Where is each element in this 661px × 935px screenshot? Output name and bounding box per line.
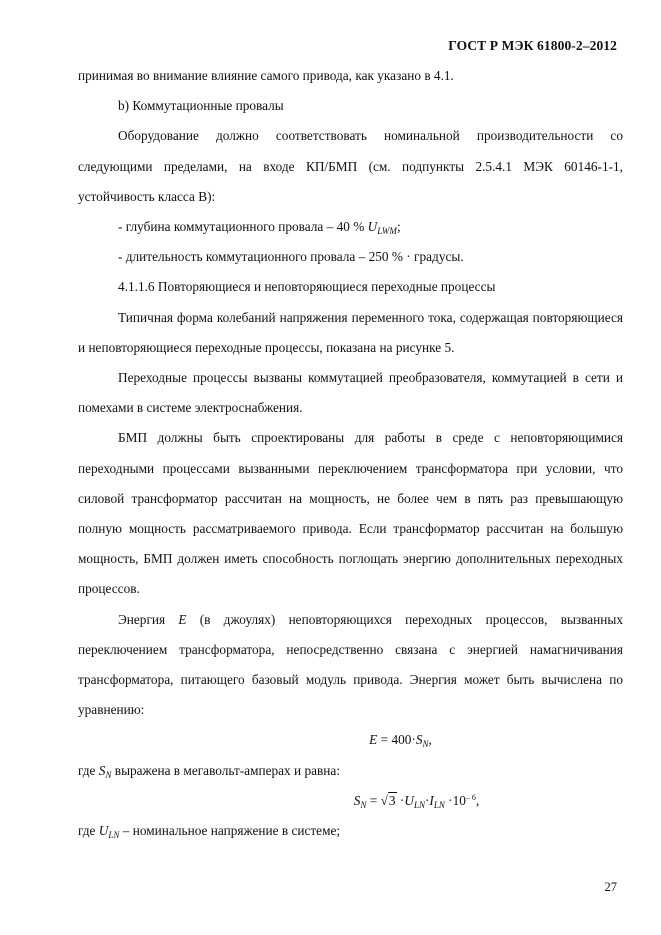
math-subscript: N: [360, 799, 367, 810]
formula-energy: [78, 725, 623, 755]
math-punct: ,: [475, 792, 480, 808]
math-exponent: – 6: [465, 792, 476, 802]
math-symbol: U: [367, 219, 378, 235]
section-heading: 4.1.1.6 Повторяющиеся и неповторяющиеся переходные процессы: [118, 279, 496, 295]
math-symbol: I: [429, 792, 434, 808]
standard-header: ГОСТ Р МЭК 61800-2–2012: [448, 38, 617, 53]
math-operator: =: [366, 792, 381, 808]
paragraph-text: где: [78, 823, 99, 839]
math-symbol: E: [369, 732, 378, 748]
sqrt-argument: 3: [388, 792, 396, 808]
paragraph-text: (в джоулях) неповторяющихся переходных процессов, вызванных переключением трансформатора, непосредственно связана с энергией намагничивания трансформатора, питающего базовый модуль привода. Энергия может быть вычислена по уравнению:: [78, 611, 623, 718]
math-symbol: E: [178, 611, 187, 627]
list-item-end: ;: [396, 219, 401, 235]
math-subscript: LN: [108, 830, 120, 841]
math-symbol: U: [98, 823, 109, 839]
math-operator: ·: [396, 792, 405, 808]
formula-power: [78, 786, 623, 816]
paragraph: БМП должны быть спроектированы для работы в среде с неповторяющимися переходными процессами вызванными переключением трансформатора при условии, что силовой трансформатор рассчитан на мощность, не более чем в пять раз превышающую полную мощность рассматриваемого привода. Если трансформатор рассчитан на большую мощность, БМП должен иметь способность поглощать энергию дополнительных переходных процессов.: [78, 430, 623, 597]
list-heading: b) Коммутационные провалы: [118, 98, 284, 114]
paragraph: Типичная форма колебаний напряжения переменного тока, содержащая повторяющиеся и неповторяющиеся переходные процессы, показана на рисунке 5.: [78, 309, 623, 355]
math-subscript: LN: [413, 799, 425, 810]
math-symbol: S: [98, 762, 106, 778]
paragraph-text: где: [78, 762, 99, 778]
paragraph: Оборудование должно соответствовать номинальной производительности со следующими пределами, на входе КП/БМП (см. подпункты 2.5.4.1 МЭК 60146-1-1, устойчивость класса B):: [78, 128, 623, 204]
math-operator: ·: [424, 792, 430, 808]
paragraph-text: выражена в мегавольт-амперах и равна:: [111, 762, 341, 778]
math-subscript: N: [422, 739, 429, 750]
paragraph: Переходные процессы вызваны коммутацией преобразователя, коммутацией в сети и помехами в системе электроснабжения.: [78, 370, 623, 416]
paragraph: [78, 605, 623, 726]
sqrt-sign: √: [380, 792, 388, 808]
page-number: 27: [604, 880, 617, 894]
list-item: [78, 212, 623, 242]
math-subscript: N: [105, 769, 112, 780]
math-operator: = 400·: [377, 732, 416, 748]
paragraph: [78, 816, 623, 846]
math-subscript: LWM: [377, 226, 397, 237]
paragraph-text: Энергия: [118, 611, 179, 627]
paragraph: [78, 756, 623, 786]
math-punct: ,: [428, 732, 432, 748]
paragraph: принимая во внимание влияние самого привода, как указано в 4.1.: [78, 68, 454, 83]
list-item-text: - глубина коммутационного провала – 40 %: [118, 219, 368, 235]
list-item: - длительность коммутационного провала – 250 % · градусы.: [118, 249, 464, 265]
math-subscript: LN: [433, 799, 445, 810]
paragraph-text: – номинальное напряжение в системе;: [119, 823, 341, 839]
math-symbol: U: [404, 792, 414, 808]
body-text: [78, 61, 623, 846]
math-symbol: S: [353, 792, 361, 808]
math-symbol: S: [415, 732, 423, 748]
math-operator: ·10: [444, 792, 466, 808]
